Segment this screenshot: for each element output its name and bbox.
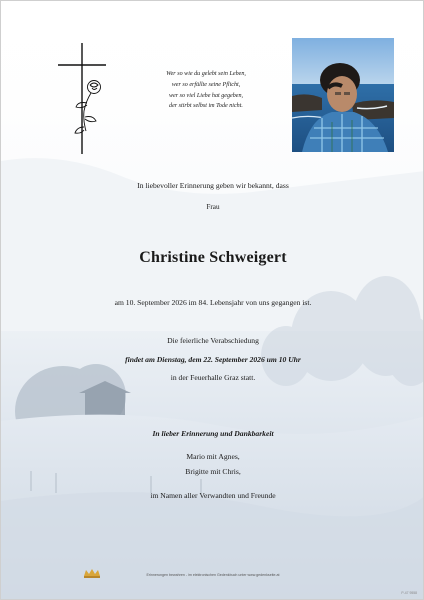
farewell-heading: Die feierliche Verabschiedung — [167, 336, 259, 345]
poem-line: wer so erfüllte seine Pflicht, — [171, 81, 241, 88]
mourner-line: Brigitte mit Chris, — [185, 467, 241, 476]
intro-text: In liebevoller Erinnerung geben wir bekannt, dass — [137, 181, 289, 190]
deceased-name: Christine Schweigert — [139, 249, 287, 266]
mourner-line: Mario mit Agnes, — [186, 452, 240, 461]
poem-line: Wer so wie du gelebt sein Leben, — [166, 71, 246, 77]
poem — [136, 69, 276, 112]
mourner-line: im Namen aller Verwandten und Freunde — [150, 491, 276, 500]
mourners-heading: In lieber Erinnerung und Dankbarkeit — [152, 429, 274, 438]
farewell-location: in der Feuerhalle Graz statt. — [170, 373, 256, 382]
poem-line: der stirbt selbst im Tode nicht. — [169, 103, 243, 110]
salutation: Frau — [206, 203, 220, 211]
portrait-photo — [292, 38, 394, 152]
document-code: P-47 9558 — [401, 591, 417, 595]
poem-line: wer so viel Liebe hat gegeben, — [168, 92, 244, 99]
farewell-date-time: findet am Dienstag, dem 22. September 2026 um 10 Uhr — [125, 355, 301, 364]
death-date-text: am 10. September 2026 im 84. Lebensjahr von uns gegangen ist. — [114, 298, 312, 307]
cross-with-rose-icon — [56, 41, 108, 156]
footer-text: Erinnerungen bewahren - im elektronischen Gedenkbuch unter www.gedenkseite.at — [146, 573, 280, 577]
